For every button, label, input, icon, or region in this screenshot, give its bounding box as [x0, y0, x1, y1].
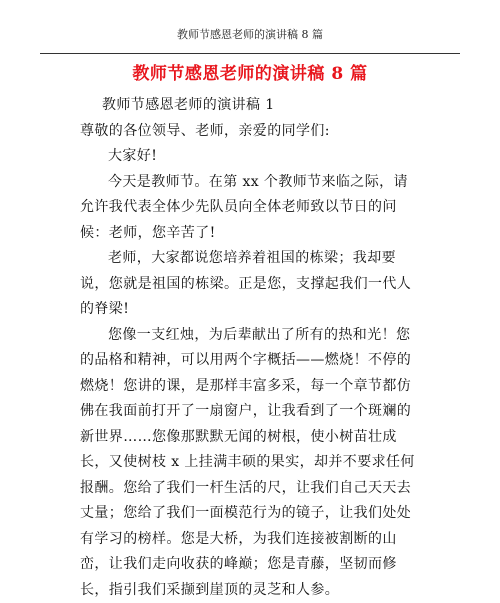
- header-divider: [40, 53, 460, 54]
- body-paragraph: 今天是教师节。在第 xx 个教师节来临之际，请允许我代表全体少先队员向全体老师致以节日的问候：老师，您辛苦了!: [80, 170, 420, 247]
- greeting: 大家好!: [80, 144, 420, 170]
- body-paragraph: 老师，大家都说您培养着祖国的栋梁；我却要说，您就是祖国的栋梁。正是您，支撑起我们一代人的脊梁!: [80, 246, 420, 323]
- body-paragraph: 您像一支红烛，为后辈献出了所有的热和光！您的品格和精神，可以用两个字概括——燃烧！不停的燃烧！您讲的课，是那样丰富多采，每一个章节都仿佛在我面前打开了一扇窗户，让我看到了一个斑斓的新世界……您像那默默无闻的树根，使小树苗壮成长，又使树枝 x 上挂满丰硕的果实，却并不要求任何报酬。您给了我们一杆生活的尺，让我们自己天天去丈量；您给了我们一面模范行为的镜子，让我们处处有学习的榜样。您是大桥，为我们连接被割断的山峦，让我们走向收获的峰巅；您是青藤，坚韧而修长，指引我们采撷到崖顶的灵芝和人参。: [80, 323, 420, 603]
- document-title: 教师节感恩老师的演讲稿 8 篇: [0, 62, 500, 86]
- document-body: [80, 93, 420, 603]
- salutation: 尊敬的各位领导、老师，亲爱的同学们:: [80, 119, 420, 145]
- running-header: 教师节感恩老师的演讲稿 8 篇: [0, 28, 500, 42]
- speech-subtitle: 教师节感恩老师的演讲稿 1: [80, 93, 420, 119]
